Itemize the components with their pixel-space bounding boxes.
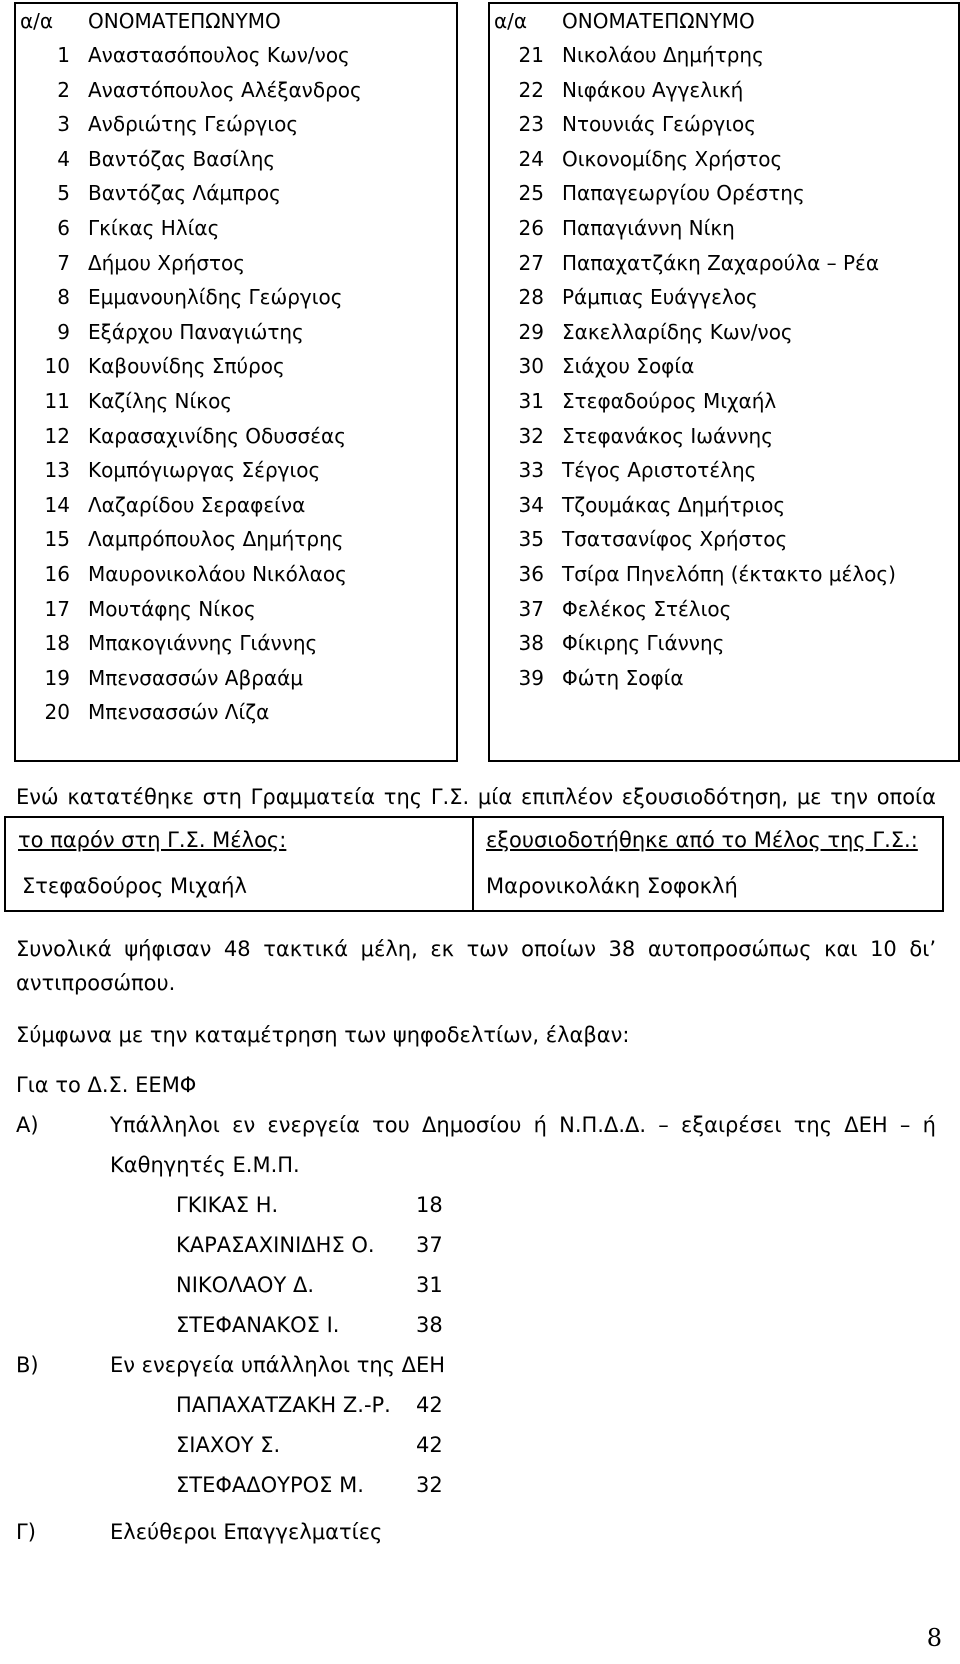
member-row bbox=[490, 522, 958, 556]
member-name: Ράμπιας Ευάγγελος bbox=[562, 285, 758, 310]
candidate-name: ΓΚΙΚΑΣ Η. bbox=[176, 1193, 279, 1217]
header-name-label: ΟΝΟΜΑΤΕΠΩΝΥΜΟ bbox=[88, 9, 281, 33]
candidate-name: ΚΑΡΑΣΑΧΙΝΙΔΗΣ Ο. bbox=[176, 1233, 375, 1257]
member-name: Τέγος Αριστοτέλης bbox=[562, 458, 757, 483]
votes-summary-line-2: αντιπροσώπου. bbox=[16, 971, 176, 995]
member-name: Γκίκας Ηλίας bbox=[88, 216, 220, 240]
member-serial: 5 bbox=[57, 181, 70, 206]
section-a-text-line-2: Καθηγητές Ε.Μ.Π. bbox=[110, 1153, 300, 1177]
member-serial: 34 bbox=[518, 492, 544, 517]
member-name: Παπαγεωργίου Ορέστης bbox=[562, 181, 805, 206]
page-number: 8 bbox=[926, 1624, 942, 1652]
member-name: Ντουνιάς Γεώργιος bbox=[562, 112, 757, 137]
member-name: Εξάρχου Παναγιώτης bbox=[88, 319, 304, 344]
proxy-present-member-header: το παρόν στη Γ.Σ. Μέλος: bbox=[18, 828, 287, 852]
member-row bbox=[16, 592, 456, 626]
member-serial: 33 bbox=[518, 458, 544, 483]
candidate-votes: 42 bbox=[416, 1393, 443, 1417]
member-serial: 6 bbox=[57, 216, 70, 240]
member-row bbox=[16, 142, 456, 176]
candidate-votes: 37 bbox=[416, 1233, 443, 1257]
member-serial: 36 bbox=[518, 562, 544, 586]
proxy-present-member-value: Στεφαδούρος Μιχαήλ bbox=[22, 874, 247, 898]
member-name: Βαντόζας Βασίλης bbox=[88, 146, 276, 171]
member-name: Καζίλης Νίκος bbox=[88, 389, 233, 413]
member-serial: 9 bbox=[57, 319, 70, 344]
member-row bbox=[490, 626, 958, 660]
member-row bbox=[16, 695, 456, 729]
member-serial: 28 bbox=[518, 285, 544, 310]
member-serial: 37 bbox=[518, 596, 544, 621]
member-row bbox=[490, 557, 958, 591]
member-name: Τσατσανίφος Χρήστος bbox=[562, 527, 788, 552]
candidate-votes: 42 bbox=[416, 1433, 443, 1457]
member-serial: 23 bbox=[518, 112, 544, 137]
member-row bbox=[490, 592, 958, 626]
section-c-text: Ελεύθεροι Επαγγελματίες bbox=[110, 1520, 383, 1544]
member-row bbox=[490, 661, 958, 695]
member-name: Παπαχατζάκη Ζαχαρούλα – Ρέα bbox=[562, 250, 880, 275]
member-serial: 4 bbox=[57, 146, 70, 171]
member-serial: 32 bbox=[518, 423, 544, 448]
member-name: Μπενσασσών Λίζα bbox=[88, 700, 270, 725]
proxy-intro-text: Ενώ κατατέθηκε στη Γραμματεία της Γ.Σ. μία επιπλέον εξουσιοδότηση, με την οποία bbox=[16, 785, 936, 809]
member-name: Νικολάου Δημήτρης bbox=[562, 43, 764, 67]
member-name: Αναστόπουλος Αλέξανδρος bbox=[88, 77, 362, 102]
member-serial: 31 bbox=[518, 389, 544, 413]
member-serial: 29 bbox=[518, 319, 544, 344]
member-serial: 25 bbox=[518, 181, 544, 206]
section-c-letter: Γ) bbox=[16, 1520, 36, 1544]
member-row bbox=[16, 557, 456, 591]
candidate-votes: 32 bbox=[416, 1473, 443, 1497]
member-row bbox=[16, 38, 456, 72]
member-serial: 2 bbox=[57, 77, 70, 102]
member-row bbox=[490, 38, 958, 72]
member-row bbox=[16, 522, 456, 556]
member-row bbox=[16, 661, 456, 695]
member-serial: 16 bbox=[44, 562, 70, 586]
member-name: Βαντόζας Λάμπρος bbox=[88, 181, 281, 206]
proxy-authorizing-member-header: εξουσιοδοτήθηκε από το Μέλος της Γ.Σ.: bbox=[486, 828, 918, 852]
member-row bbox=[490, 142, 958, 176]
member-list-left bbox=[14, 2, 458, 762]
member-serial: 38 bbox=[518, 631, 544, 656]
member-name: Κομπόγιωργας Σέργιος bbox=[88, 458, 321, 483]
member-row bbox=[16, 246, 456, 280]
member-row bbox=[16, 211, 456, 245]
candidate-name: ΣΙΑΧΟΥ Σ. bbox=[176, 1433, 281, 1457]
candidate-votes: 38 bbox=[416, 1313, 443, 1337]
member-serial: 39 bbox=[518, 665, 544, 690]
member-serial: 15 bbox=[44, 527, 70, 552]
member-name: Εμμανουηλίδης Γεώργιος bbox=[88, 285, 343, 310]
member-name: Μπακογιάννης Γιάννης bbox=[88, 631, 318, 656]
member-row bbox=[490, 211, 958, 245]
member-row bbox=[16, 73, 456, 107]
member-serial: 22 bbox=[518, 77, 544, 102]
member-serial: 26 bbox=[518, 216, 544, 240]
member-name: Αναστασόπουλος Κων/νος bbox=[88, 43, 350, 67]
member-list-right bbox=[488, 2, 960, 762]
candidate-name: ΝΙΚΟΛΑΟΥ Δ. bbox=[176, 1273, 315, 1297]
member-serial: 14 bbox=[44, 492, 70, 517]
candidate-votes: 18 bbox=[416, 1193, 443, 1217]
candidate-name: ΠΑΠΑΧΑΤΖΑΚΗ Ζ.-Ρ. bbox=[176, 1393, 391, 1417]
member-name: Παπαγιάννη Νίκη bbox=[562, 216, 735, 240]
votes-summary-line-1: Συνολικά ψήφισαν 48 τακτικά μέλη, εκ των οποίων 38 αυτοπροσώπως και 10 δι’ bbox=[16, 937, 936, 961]
member-name: Μουτάφης Νίκος bbox=[88, 596, 256, 621]
member-serial: 8 bbox=[57, 285, 70, 310]
member-row bbox=[16, 488, 456, 522]
member-serial: 18 bbox=[44, 631, 70, 656]
member-row bbox=[490, 349, 958, 383]
proxy-present-member-cell bbox=[6, 818, 474, 910]
member-row bbox=[490, 176, 958, 210]
member-name: Καβουνίδης Σπύρος bbox=[88, 354, 285, 379]
member-serial: 17 bbox=[44, 596, 70, 621]
member-row bbox=[16, 626, 456, 660]
header-serial-label: α/α bbox=[20, 9, 54, 33]
member-name: Τζουμάκας Δημήτριος bbox=[562, 492, 786, 517]
member-name: Λαζαρίδου Σεραφείνα bbox=[88, 492, 306, 517]
member-serial: 24 bbox=[518, 146, 544, 171]
section-b-text: Εν ενεργεία υπάλληλοι της ΔΕΗ bbox=[110, 1353, 446, 1377]
member-serial: 35 bbox=[518, 527, 544, 552]
member-row bbox=[16, 107, 456, 141]
member-name: Φελέκος Στέλιος bbox=[562, 596, 732, 621]
member-name: Σιάχου Σοφία bbox=[562, 354, 695, 379]
section-a-letter: Α) bbox=[16, 1113, 39, 1137]
member-serial: 19 bbox=[44, 665, 70, 690]
member-row bbox=[16, 315, 456, 349]
member-row bbox=[490, 280, 958, 314]
member-row bbox=[490, 73, 958, 107]
section-b-letter: Β) bbox=[16, 1353, 39, 1377]
member-row bbox=[490, 246, 958, 280]
proxy-authorizing-member-cell bbox=[474, 818, 942, 910]
member-row bbox=[490, 419, 958, 453]
candidate-name: ΣΤΕΦΑΝΑΚΟΣ Ι. bbox=[176, 1313, 340, 1337]
member-serial: 27 bbox=[518, 250, 544, 275]
section-a-text-line-1: Υπάλληλοι εν ενεργεία του Δημοσίου ή Ν.Π.Δ.Δ. – εξαιρέσει της ΔΕΗ – ή bbox=[110, 1113, 936, 1137]
member-row bbox=[16, 419, 456, 453]
member-serial: 7 bbox=[57, 250, 70, 275]
member-name: Δήμου Χρήστος bbox=[88, 250, 246, 275]
member-row bbox=[16, 453, 456, 487]
member-row bbox=[16, 384, 456, 418]
member-name: Μπενσασσών Αβραάμ bbox=[88, 665, 303, 690]
member-row bbox=[490, 384, 958, 418]
member-name: Ανδριώτης Γεώργιος bbox=[88, 112, 299, 137]
member-serial: 13 bbox=[44, 458, 70, 483]
list-header bbox=[16, 4, 456, 38]
header-name-label: ΟΝΟΜΑΤΕΠΩΝΥΜΟ bbox=[562, 9, 755, 33]
list-header bbox=[490, 4, 958, 38]
member-serial: 3 bbox=[57, 112, 70, 137]
member-serial: 12 bbox=[44, 423, 70, 448]
member-name: Φώτη Σοφία bbox=[562, 665, 684, 690]
proxy-table bbox=[4, 816, 944, 912]
member-name: Μαυρονικολάου Νικόλαος bbox=[88, 562, 347, 586]
member-name: Καρασαχινίδης Οδυσσέας bbox=[88, 423, 346, 448]
member-name: Σακελλαρίδης Κων/νος bbox=[562, 319, 793, 344]
member-row bbox=[490, 315, 958, 349]
member-name: Τσίρα Πηνελόπη (έκτακτο μέλος) bbox=[562, 562, 896, 586]
member-row bbox=[16, 349, 456, 383]
member-row bbox=[16, 176, 456, 210]
proxy-authorizing-member-value: Μαρονικολάκη Σοφοκλή bbox=[486, 874, 738, 898]
member-name: Στεφαδούρος Μιχαήλ bbox=[562, 389, 777, 413]
member-serial: 20 bbox=[44, 700, 70, 725]
member-row bbox=[490, 107, 958, 141]
member-row bbox=[490, 488, 958, 522]
count-intro: Σύμφωνα με την καταμέτρηση των ψηφοδελτίων, έλαβαν: bbox=[16, 1023, 630, 1047]
candidate-votes: 31 bbox=[416, 1273, 443, 1297]
member-serial: 1 bbox=[57, 43, 70, 67]
candidate-name: ΣΤΕΦΑΔΟΥΡΟΣ Μ. bbox=[176, 1473, 364, 1497]
member-serial: 10 bbox=[44, 354, 70, 379]
member-serial: 11 bbox=[44, 389, 70, 413]
member-name: Φίκιρης Γιάννης bbox=[562, 631, 725, 656]
member-row bbox=[490, 453, 958, 487]
member-name: Οικονομίδης Χρήστος bbox=[562, 146, 783, 171]
header-serial-label: α/α bbox=[494, 9, 528, 33]
board-heading: Για το Δ.Σ. ΕΕΜΦ bbox=[16, 1073, 197, 1097]
member-name: Στεφανάκος Ιωάννης bbox=[562, 423, 773, 448]
member-name: Λαμπρόπουλος Δημήτρης bbox=[88, 527, 344, 552]
member-name: Νιφάκου Αγγελική bbox=[562, 77, 744, 102]
member-serial: 30 bbox=[518, 354, 544, 379]
member-row bbox=[16, 280, 456, 314]
member-serial: 21 bbox=[518, 43, 544, 67]
